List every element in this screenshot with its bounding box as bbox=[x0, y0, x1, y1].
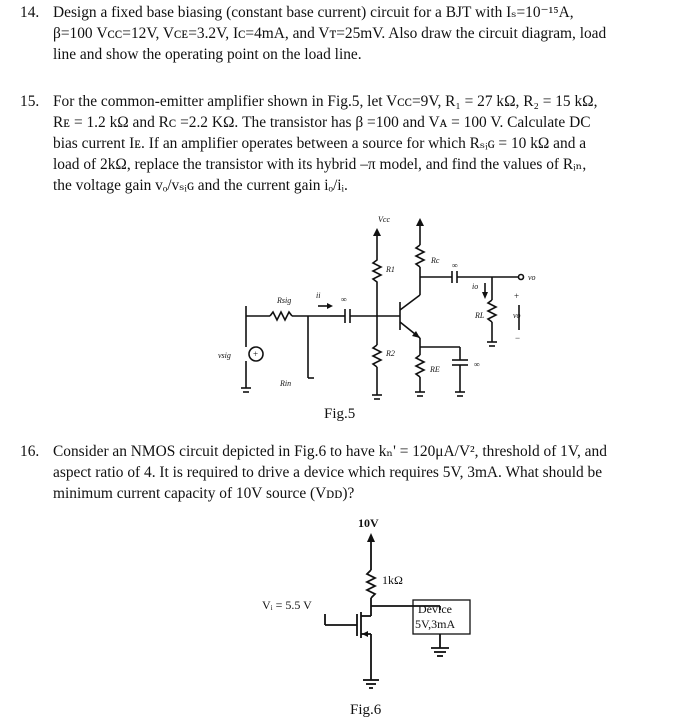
fig5-r1-label: R1 bbox=[386, 265, 395, 274]
fig5-io-label: io bbox=[472, 282, 479, 291]
question-15-line-4: load of 2kΩ, replace the transistor with its hybrid –π model, and find the values of Rᵢₙ, bbox=[53, 156, 587, 173]
fig6-vi-label: Vᵢ = 5.5 V bbox=[262, 598, 312, 612]
question-15-number: 15. bbox=[20, 93, 40, 110]
question-15-line-1: 15. For the common-emitter amplifier shown in Fig.5, let Vᴄᴄ=9V, R₁ = 27 kΩ, R₂ = 15 kΩ, bbox=[20, 93, 598, 110]
fig5-ii-label: ii bbox=[316, 291, 321, 300]
fig5-vo-polarity-label: vo bbox=[513, 311, 521, 320]
fig6-caption: Fig.6 bbox=[350, 702, 382, 718]
fig6-device-rating: 5V,3mA bbox=[415, 617, 456, 631]
question-15-line-5: the voltage gain vₒ/vₛᵢɢ and the current gain iₒ/iᵢ. bbox=[53, 177, 348, 194]
question-14-line-3: line and show the operating point on the load line. bbox=[53, 46, 362, 63]
fig5-rl-label: RL bbox=[475, 311, 485, 320]
question-15-line-2: Rᴇ = 1.2 kΩ and Rᴄ =2.2 KΩ. The transistor has β =100 and Vᴀ = 100 V. Calculate DC bbox=[53, 114, 591, 131]
fig6-device-label: Device bbox=[418, 602, 452, 616]
question-14-line-2: β=100 Vᴄᴄ=12V, Vᴄᴇ=3.2V, Iᴄ=4mA, and Vᴛ=25mV. Also draw the circuit diagram, load bbox=[53, 25, 607, 42]
svg-text:+: + bbox=[253, 349, 259, 359]
question-15-line-3: bias current Iᴇ. If an amplifier operates between a source for which Rₛᵢɢ = 10 kΩ and a bbox=[53, 135, 587, 152]
svg-text:−: − bbox=[515, 333, 521, 343]
fig5-rsig-label: Rsig bbox=[277, 296, 292, 305]
svg-text:+: + bbox=[514, 291, 520, 301]
fig5-rc-label: Rc bbox=[431, 256, 440, 265]
question-16-line-2: aspect ratio of 4. It is required to drive a device which requires 5V, 3mA. What should be bbox=[53, 464, 603, 481]
fig5-vcc-label: Vcc bbox=[378, 215, 390, 224]
fig5-caption: Fig.5 bbox=[324, 406, 356, 422]
fig6-supply-label: 10V bbox=[358, 516, 379, 530]
fig5-inf-label-1: ∞ bbox=[341, 295, 347, 304]
fig5-rin-label: Rin bbox=[280, 379, 292, 388]
question-16-line-1: 16. Consider an NMOS circuit depicted in Fig.6 to have kₙ' = 120μA/V², threshold of 1V, and bbox=[20, 443, 607, 460]
question-14-line-1: 14. Design a fixed base biasing (constant base current) circuit for a BJT with Iₛ=10⁻¹⁵A, bbox=[20, 4, 574, 21]
fig5-vo-label: vo bbox=[528, 273, 536, 282]
fig6-resistor-label: 1kΩ bbox=[382, 573, 403, 587]
fig5-vsig-label: vsig bbox=[218, 351, 231, 360]
fig5-inf-label-2: ∞ bbox=[452, 261, 458, 270]
question-16-number: 16. bbox=[20, 443, 40, 460]
question-16-line-3: minimum current capacity of 10V source (Vᴅᴅ)? bbox=[53, 485, 355, 502]
fig5-re-label: RE bbox=[430, 365, 440, 374]
fig5-inf-label-3: ∞ bbox=[474, 360, 480, 369]
fig5-r2-label: R2 bbox=[386, 349, 395, 358]
question-14-number: 14. bbox=[20, 4, 40, 21]
